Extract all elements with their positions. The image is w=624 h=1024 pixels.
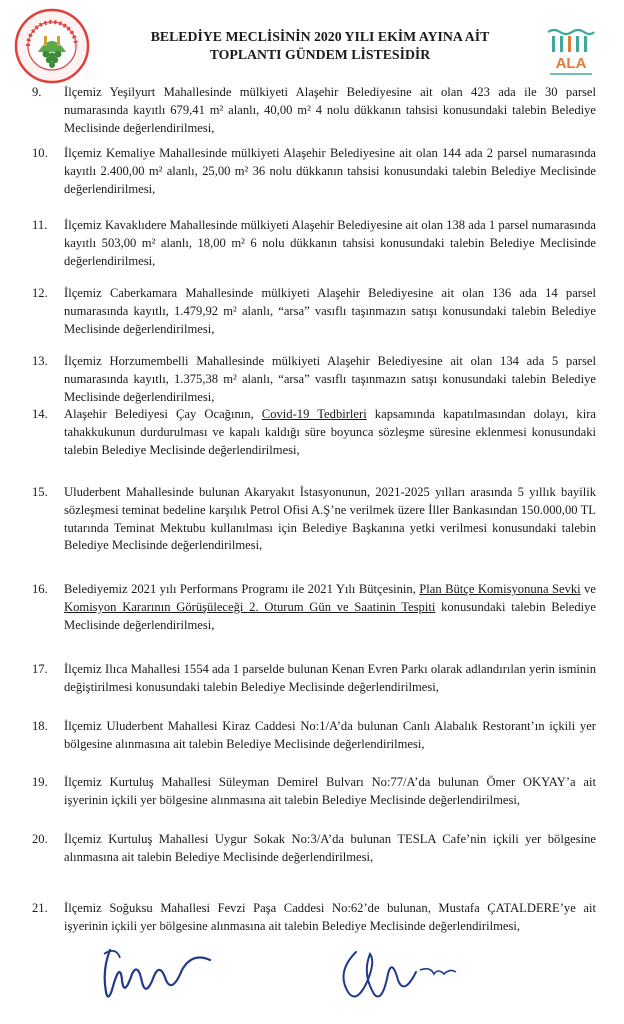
agenda-item-number: 11. bbox=[32, 218, 48, 232]
agenda-item-text-part: İlçemiz Kavaklıdere Mahallesinde mülkiyeti Alaşehir Belediyesine ait olan 138 ada 1 parsel numarasında kayıtlı 503,00 m² alanlı, 18,00 m² 6 nolu dükkanın tahsisi konusundaki talebin Belediye Meclisinde değerlendirilmesi, bbox=[64, 218, 596, 268]
agenda-item-underlined-text: Covid-19 Tedbirleri bbox=[261, 407, 367, 421]
agenda-item-text bbox=[64, 84, 596, 137]
agenda-item-text-part: İlçemiz Uluderbent Mahallesi Kiraz Caddesi No:1/A’da bulunan Canlı Alabalık Restorant’ın içkili yer bölgesine alınmasına ait talebin Belediye Meclisinde değerlendirilmesi, bbox=[64, 719, 596, 751]
agenda-item-number: 19. bbox=[32, 775, 48, 789]
agenda-item-number: 10. bbox=[32, 146, 48, 160]
agenda-item-text-part: İlçemiz Horzumembelli Mahallesinde mülkiyeti Alaşehir Belediyesine ait olan 134 ada 5 parsel numarasında kayıtlı, 1.375,38 m² alanlı, “arsa” vasıflı taşınmazın satışı konusundaki talebin Belediye Meclisinde değerlendirilmesi, bbox=[64, 354, 596, 404]
ala-logo-text: ALA bbox=[555, 55, 587, 72]
agenda-item-number: 21. bbox=[32, 901, 48, 915]
agenda-item-text-part: Belediyemiz 2021 yılı Performans Programı ile 2021 Yılı Bütçesinin, bbox=[64, 582, 420, 596]
agenda-item-text bbox=[64, 484, 596, 555]
agenda-item-text bbox=[64, 353, 596, 406]
agenda-item-text bbox=[64, 285, 596, 338]
agenda-item-text-part: İlçemiz Yeşilyurt Mahallesinde mülkiyeti Alaşehir Belediyesine ait olan 423 ada ile 30 parsel numarasında kayıtlı 679,41 m² alanlı, 40,00 m² 4 nolu dükkanın tahsisi konusundaki talebin Belediye Meclisinde değerlendirilmesi, bbox=[64, 85, 596, 135]
title-line-2: TOPLANTI GÜNDEM LİSTESİDİR bbox=[209, 47, 431, 62]
agenda-item-text-part: İlçemiz Kurtuluş Mahallesi Uygur Sokak No:3/A’da bulunan TESLA Cafe’nin içkili yer bölgesine alınmasına ait talebin Belediye Meclisinde değerlendirilmesi, bbox=[64, 832, 596, 864]
agenda-item-text-part: Uluderbent Mahallesinde bulunan Akaryakıt İstasyonunun, 2021-2025 yılları arasında 5 yıllık bayilik sözleşmesi teminat bedeline karşılık Petrol Ofisi A.Ş’ne verilmek üzere İller Bankasından 150.000,00 TL tutarında Teminat Mektubu kullanılması için Belediye Başkanına yetki verilmesi konusundaki talebin Belediye Meclisinde değerlendirilmesi, bbox=[64, 485, 596, 553]
agenda-item-number: 13. bbox=[32, 354, 48, 368]
document-title bbox=[100, 28, 540, 64]
ala-brand-logo bbox=[544, 26, 598, 78]
agenda-item-text bbox=[64, 581, 596, 634]
agenda-item-text bbox=[64, 661, 596, 697]
agenda-item-number: 18. bbox=[32, 719, 48, 733]
agenda-item-text bbox=[64, 145, 596, 198]
agenda-item-text-part: Alaşehir Belediyesi Çay Ocağının, bbox=[64, 407, 262, 421]
alasehir-seal-logo bbox=[14, 8, 90, 84]
agenda-item-text-part: konusundaki talebin Belediye Meclisinde değerlendirilmesi, bbox=[64, 599, 597, 632]
agenda-item-text bbox=[64, 217, 596, 270]
agenda-item-text-part: İlçemiz Caberkamara Mahallesinde mülkiyeti Alaşehir Belediyesine ait olan 136 ada 14 parsel numarasında kayıtlı, 1.479,92 m² alanlı, “arsa” vasıflı taşınmazın satışı konusundaki talebin Belediye Meclisinde değerlendirilmesi, bbox=[64, 286, 596, 336]
agenda-item-number: 20. bbox=[32, 832, 48, 846]
agenda-item-text-part: İlçemiz Ilıca Mahallesi 1554 ada 1 parselde bulunan Kenan Evren Parkı olarak adlandırılan yerin isminin değiştirilmesi konusundaki talebin Belediye Meclisinde değerlendirilmesi, bbox=[64, 662, 596, 694]
agenda-item-text bbox=[64, 831, 596, 867]
agenda-item-text-part: kapsamında kapatılmasından dolayı, kira tahakkukunun durdurulması ve kapalı kaldığı süre boyunca sözleşme süresine eklenmesi konusundaki talebin Belediye Meclisinde değerlendirilmesi, bbox=[64, 407, 596, 457]
signature-left bbox=[92, 940, 222, 1010]
agenda-item-number: 16. bbox=[32, 582, 48, 596]
agenda-item-number: 14. bbox=[32, 407, 48, 421]
agenda-item-number: 9. bbox=[32, 85, 42, 99]
agenda-item-text-part: ve bbox=[580, 582, 596, 596]
agenda-item-number: 15. bbox=[32, 485, 48, 499]
agenda-item-text bbox=[64, 900, 596, 936]
agenda-item-underlined-text: Plan Bütçe Komisyonuna Sevki bbox=[419, 582, 581, 596]
signature-right bbox=[326, 944, 466, 1008]
agenda-item-text-part: İlçemiz Soğuksu Mahallesi Fevzi Paşa Caddesi No:62’de bulunan, Mustafa ÇATALDERE’ye ait işyerinin içkili yer bölgesine alınmasına ait talebin Belediye Meclisinde değerlendirilmesi, bbox=[64, 901, 596, 933]
agenda-item-number: 17. bbox=[32, 662, 48, 676]
agenda-item-text-part: İlçemiz Kurtuluş Mahallesi Süleyman Demirel Bulvarı No:77/A’da bulunan Ömer OKYAY’a ait işyerinin içkili yer bölgesine alınmasına ait talebin Belediye Meclisinde değerlendirilmesi, bbox=[64, 775, 596, 807]
agenda-item-text bbox=[64, 718, 596, 754]
agenda-item-text bbox=[64, 774, 596, 810]
agenda-item-underlined-text: Komisyon Kararının Görüşüleceği 2. Oturum Gün ve Saatinin Tespiti bbox=[64, 599, 436, 614]
title-line-1: BELEDİYE MECLİSİNİN 2020 YILI EKİM AYINA AİT bbox=[150, 29, 490, 44]
agenda-item-text-part: İlçemiz Kemaliye Mahallesinde mülkiyeti Alaşehir Belediyesine ait olan 144 ada 2 parsel numarasında kayıtlı 2.400,00 m² alanlı, 25,00 m² 36 nolu dükkanın tahsisi konusundaki talebin Belediye Meclisinde değerlendirilmesi, bbox=[64, 146, 596, 196]
agenda-item-text bbox=[64, 406, 596, 459]
agenda-item-number: 12. bbox=[32, 286, 48, 300]
